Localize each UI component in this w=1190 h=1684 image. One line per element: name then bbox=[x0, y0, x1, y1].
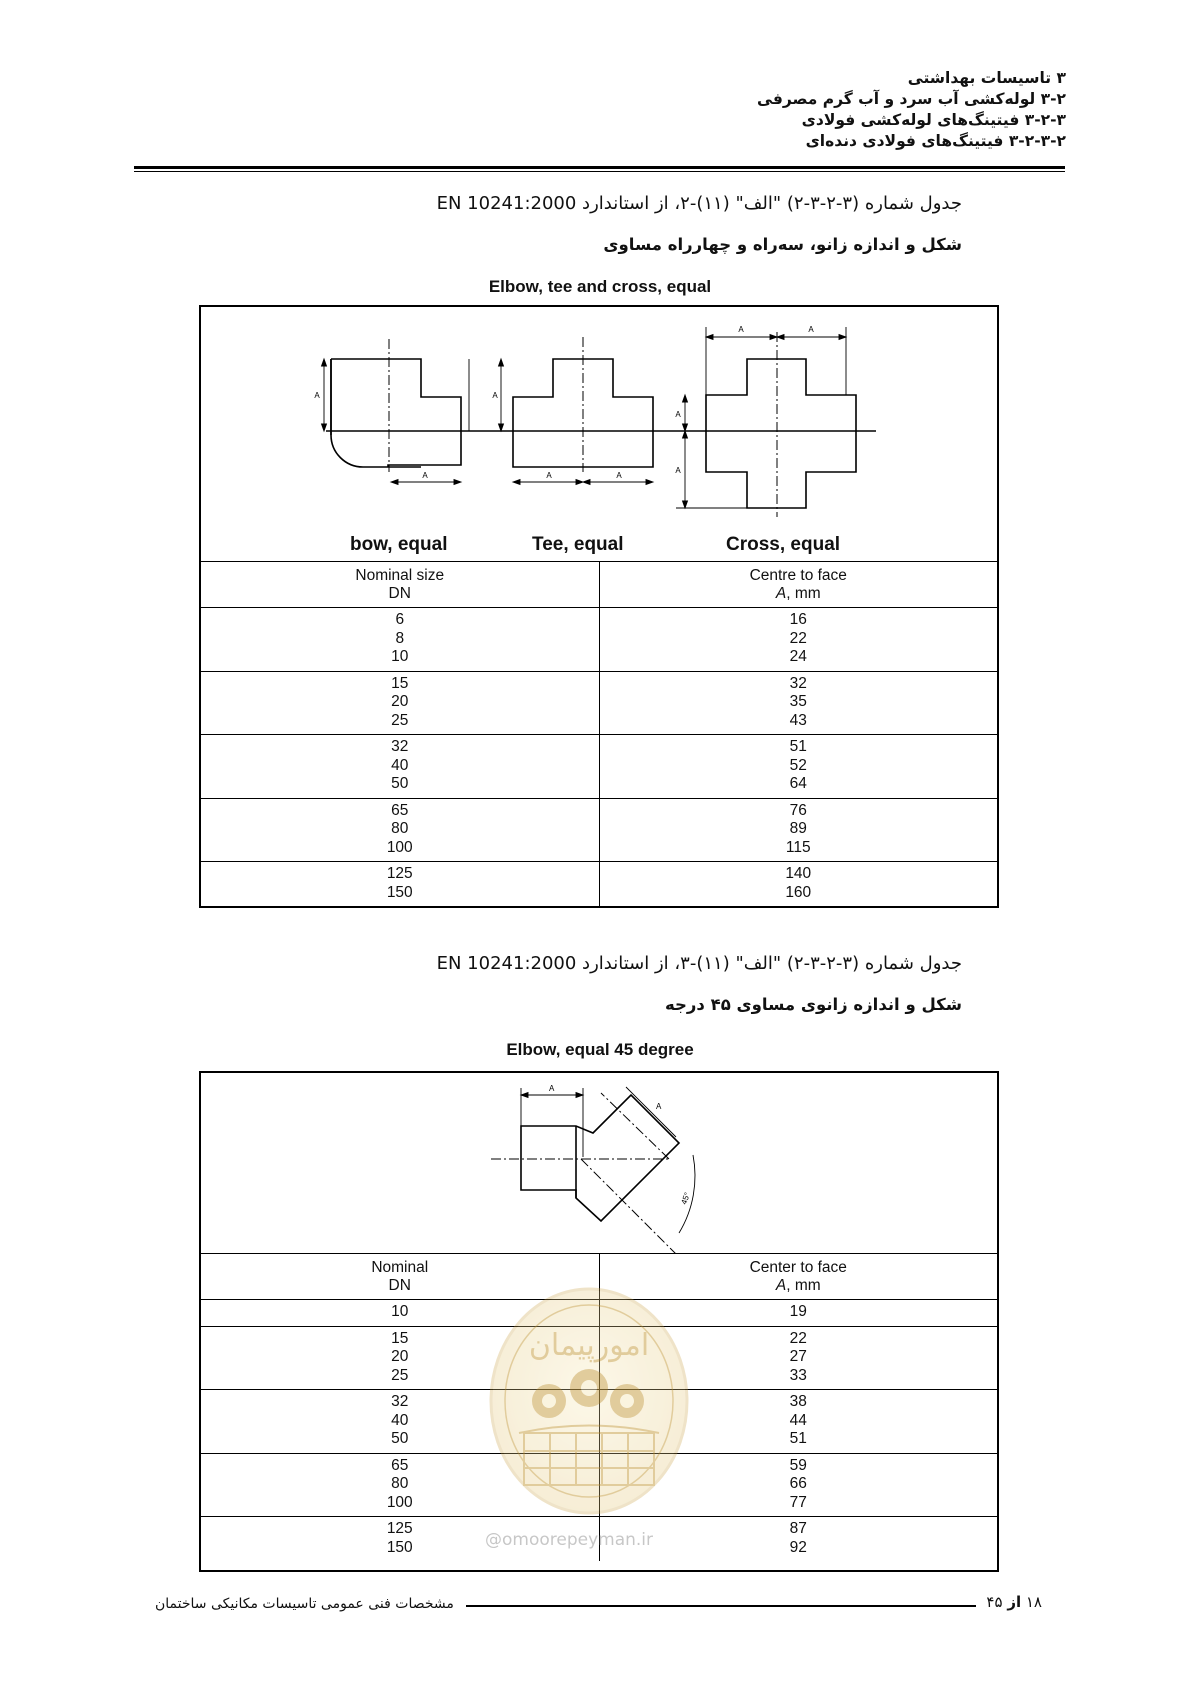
header-rule-thin bbox=[134, 171, 1065, 172]
dn-value: 50 bbox=[391, 1430, 409, 1447]
a-value: 22 bbox=[789, 629, 807, 647]
dn-value: 32 bbox=[391, 738, 409, 755]
a-value: 19 bbox=[789, 1303, 807, 1320]
table2-figure-title: Elbow, equal 45 degree bbox=[506, 1040, 694, 1059]
table-row bbox=[201, 671, 997, 735]
table1-caption: جدول شماره (۳-۲-۳-۲) "الف" (۱۱)-۲، از استاندارد EN 10241:2000 bbox=[436, 193, 962, 214]
table1-box bbox=[199, 305, 999, 908]
dim-label-a: A bbox=[549, 1084, 555, 1093]
table2-subcaption: شکل و اندازه زانوی مساوی ۴۵ درجه bbox=[665, 995, 962, 1014]
elbow-tee-cross-figure bbox=[201, 307, 997, 562]
dn-value: 50 bbox=[391, 775, 409, 792]
a-value: 44 bbox=[789, 1411, 807, 1429]
dn-value: 15 bbox=[391, 1329, 409, 1347]
table-row bbox=[201, 735, 997, 799]
a-value: 92 bbox=[789, 1538, 807, 1556]
a-value: 38 bbox=[789, 1393, 807, 1410]
table2-caption: جدول شماره (۳-۲-۳-۲) "الف" (۱۱)-۳، از استاندارد EN 10241:2000 bbox=[436, 953, 962, 974]
dn-value: 15 bbox=[391, 674, 409, 692]
a-value: 115 bbox=[785, 838, 811, 856]
page-total: ۴۵ bbox=[986, 1593, 1003, 1611]
dn-value: 125 bbox=[386, 865, 413, 882]
dn-value: 10 bbox=[391, 1303, 409, 1320]
a-value: 89 bbox=[789, 820, 807, 837]
a-value: 35 bbox=[789, 693, 807, 710]
a-cell bbox=[599, 671, 997, 735]
header-line-4: ۳-۲-۳-۲ فیتینگ‌های فولادی دنده‌ای bbox=[805, 132, 1066, 150]
dn-value: 65 bbox=[391, 801, 409, 819]
dn-value: 65 bbox=[391, 1456, 409, 1474]
elbow-outline bbox=[331, 359, 461, 467]
table1-subcaption: شکل و اندازه زانو، سه‌راه و چهارراه مساوی bbox=[603, 235, 962, 254]
svg-text:A: A bbox=[675, 466, 681, 475]
watermark-url: @omoorepeyman.ir bbox=[484, 1530, 654, 1550]
a-value: 66 bbox=[789, 1475, 807, 1492]
cross-label: Cross, equal bbox=[726, 534, 841, 555]
a-value: 22 bbox=[789, 1329, 807, 1347]
dn-value: 8 bbox=[395, 629, 405, 647]
a-value: 64 bbox=[789, 775, 807, 792]
a-value: 87 bbox=[789, 1520, 807, 1537]
a-value: 140 bbox=[785, 865, 812, 882]
dn-value: 40 bbox=[391, 1411, 409, 1429]
header-line-3: ۳-۲-۳ فیتینگ‌های لوله‌کشی فولادی bbox=[801, 111, 1066, 129]
svg-text:A: A bbox=[675, 410, 681, 419]
dn-cell bbox=[201, 671, 599, 735]
dn-value: 32 bbox=[391, 1393, 409, 1410]
dim-label-a: A bbox=[314, 391, 320, 400]
svg-text:A: A bbox=[808, 325, 814, 334]
a-value: 59 bbox=[789, 1456, 807, 1474]
dn-value: 25 bbox=[391, 1366, 409, 1384]
footer-document-title: مشخصات فنی عمومی تاسیسات مکانیکی ساختمان bbox=[155, 1596, 454, 1612]
svg-text:A: A bbox=[546, 471, 552, 480]
dn-cell bbox=[201, 862, 599, 907]
a-value: 33 bbox=[789, 1366, 807, 1384]
dn-value: 10 bbox=[391, 648, 409, 665]
a-value: 43 bbox=[789, 711, 807, 729]
a-cell bbox=[599, 735, 997, 799]
dn-value: 100 bbox=[386, 1493, 413, 1511]
table-row bbox=[201, 862, 997, 907]
a-value: 52 bbox=[789, 756, 807, 774]
a-value: 77 bbox=[789, 1493, 807, 1511]
dn-value: 20 bbox=[391, 1348, 409, 1365]
dn-value: 6 bbox=[395, 611, 405, 628]
footer-page-number bbox=[986, 1593, 1042, 1611]
table1-data bbox=[201, 561, 997, 906]
a-value: 76 bbox=[789, 801, 807, 819]
a-value: 160 bbox=[785, 883, 812, 901]
dn-cell bbox=[201, 798, 599, 862]
watermark-logo bbox=[484, 1283, 694, 1553]
page-current: ۱۸ bbox=[1025, 1593, 1042, 1611]
svg-text:A: A bbox=[656, 1102, 662, 1111]
svg-text:A: A bbox=[738, 325, 744, 334]
footer-rule bbox=[466, 1605, 976, 1607]
table-row bbox=[201, 608, 997, 672]
dn-cell bbox=[201, 735, 599, 799]
a-value: 16 bbox=[789, 611, 807, 628]
header-line-2: ۳-۲ لوله‌کشی آب سرد و آب گرم مصرفی bbox=[757, 90, 1066, 108]
section-header bbox=[566, 68, 1066, 152]
a-cell bbox=[599, 608, 997, 672]
elbow-45-outline bbox=[521, 1095, 679, 1221]
dn-value: 150 bbox=[386, 883, 413, 901]
a-cell bbox=[599, 862, 997, 907]
a-value: 32 bbox=[789, 674, 807, 692]
dn-value: 25 bbox=[391, 711, 409, 729]
cross-outline bbox=[706, 359, 856, 508]
svg-text:A: A bbox=[492, 391, 498, 400]
a-value: 51 bbox=[789, 738, 807, 755]
a-cell bbox=[599, 798, 997, 862]
dn-value: 100 bbox=[386, 838, 413, 856]
col-centre-header: Centre to face A, mm bbox=[599, 562, 997, 608]
dn-value: 80 bbox=[391, 820, 409, 837]
angle-label: 45° bbox=[679, 1191, 693, 1206]
dn-value: 40 bbox=[391, 756, 409, 774]
a-value: 27 bbox=[789, 1348, 807, 1365]
header-row bbox=[201, 562, 997, 608]
svg-text:A: A bbox=[422, 471, 428, 480]
watermark-brand: امورپیمان bbox=[528, 1328, 650, 1363]
table1-figure-title: Elbow, tee and cross, equal bbox=[488, 277, 712, 296]
col-nominal-header: Nominal DN bbox=[201, 1254, 599, 1300]
table-row bbox=[201, 798, 997, 862]
dn-value: 20 bbox=[391, 693, 409, 710]
col-centre-header: Center to face A, mm bbox=[599, 1254, 997, 1300]
header-rule-thick bbox=[134, 166, 1065, 169]
dn-cell bbox=[201, 608, 599, 672]
header-line-1: ۳ تاسیسات بهداشتی bbox=[907, 69, 1066, 87]
figure-labels-row bbox=[201, 534, 997, 560]
dn-value: 150 bbox=[386, 1538, 413, 1556]
col-nominal-header: Nominal size DN bbox=[201, 562, 599, 608]
dn-value: 80 bbox=[391, 1475, 409, 1492]
tee-label: Tee, equal bbox=[532, 534, 624, 555]
svg-text:A: A bbox=[616, 471, 622, 480]
elbow-45-figure bbox=[201, 1073, 997, 1253]
a-value: 24 bbox=[789, 648, 807, 665]
page-of-word: از bbox=[1007, 1593, 1022, 1611]
a-value: 51 bbox=[789, 1430, 807, 1447]
dn-value: 125 bbox=[386, 1520, 413, 1537]
elbow-label: bow, equal bbox=[350, 534, 448, 555]
